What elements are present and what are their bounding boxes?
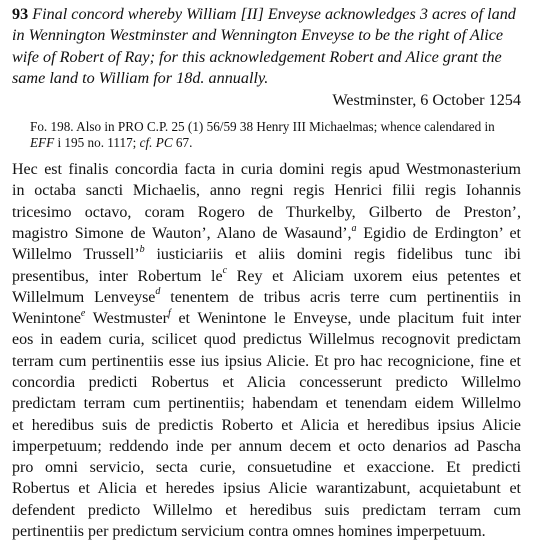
source-eff: EFF — [30, 135, 55, 151]
text-segment: et Wenintone le Enveyse, unde placitum fuit inter — [170, 310, 522, 328]
text-segment: magistro Simone de Wauton’, Alano de Wasaund’, — [12, 224, 352, 242]
text-segment: pertinentiis per predictum servicium contra omnes homines imperpetuum. — [12, 523, 486, 541]
entry-heading-text: Final concord whereby William [II] Enveyse acknowledges 3 acres of land in Wennington Westminster and Wennington Enveyse to be the right of Alice wife of Robert of Ray; for this acknowledgement Robert and Alice grant the same land to William for 18d. annually. — [12, 5, 516, 88]
text-line — [12, 500, 521, 521]
text-segment: Egidio de Erdington’ et — [356, 224, 521, 242]
source-text-1: Fo. 198. Also in PRO C.P. 25 (1) 56/59 38 Henry III Michaelmas; whence calendared in — [30, 119, 495, 135]
text-segment: Rey et Aliciam uxorem eius petentes et — [227, 267, 522, 285]
text-line — [12, 393, 521, 414]
text-segment: eos in eadem curia, scilicet quod predictus Willelmus recognovit predictam — [12, 331, 521, 349]
text-segment: iusticiariis et aliis domini regis fidelibus tunc ibi — [144, 246, 521, 264]
text-segment: predictam terram cum pertinentiis; habendam et tenendam eidem Willelmo — [12, 395, 521, 413]
text-line — [12, 329, 521, 350]
text-line — [12, 244, 521, 265]
entry-heading — [12, 4, 521, 90]
text-segment: concordia predicti Robertus et Alicia concesserunt predicto Willelmo — [12, 374, 521, 391]
text-segment: Robertus et Alicia et heredes ipsius Alicie warantizabunt, acquietabunt et — [12, 480, 521, 498]
footnote-marker: a — [351, 222, 357, 234]
footnote-marker: f — [167, 307, 171, 319]
text-segment: Wenintone — [12, 310, 81, 328]
text-line — [12, 372, 521, 393]
latin-text — [12, 159, 521, 542]
text-line — [12, 351, 521, 372]
source-note — [30, 119, 521, 151]
text-line — [12, 223, 521, 244]
text-line — [12, 457, 521, 478]
source-text-3: 67. — [172, 135, 193, 151]
text-segment: defendent predicto Willelmo et heredibus suis predictam terram cum — [12, 501, 521, 519]
source-text-2: i 195 no. 1117; — [54, 135, 140, 151]
text-segment: presentibus, inter Robertum le — [12, 267, 223, 285]
text-segment: pro omni servicio, secta curie, consuetudine et exaccione. Et predicti — [12, 459, 521, 477]
text-segment: Hec est finalis concordia facta in curia domini regis apud Westmonasterium — [12, 161, 521, 179]
text-segment: Willelmum Lenveyse — [12, 288, 156, 306]
text-line — [12, 415, 521, 436]
footnote-marker: d — [155, 286, 161, 298]
footnote-marker: b — [139, 243, 145, 255]
text-segment: Westmuster — [85, 310, 168, 328]
footnote-marker: e — [80, 307, 86, 319]
text-line — [12, 202, 521, 223]
text-segment: tricesimo octavo, coram Rogero de Thurkelby, Gilberto de Preston’, — [12, 203, 521, 221]
text-segment: in octaba sancti Michaelis, anno regni regis Henrici filii regis Iohannis — [12, 182, 521, 200]
entry-number: 93 — [12, 5, 29, 23]
text-segment: et heredibus suis de predictis Roberto et Alicia et heredibus ipsius Alicie — [12, 416, 521, 434]
source-cf: cf. PC — [139, 135, 173, 151]
place-date: Westminster, 6 October 1254 — [332, 90, 521, 109]
text-line — [12, 266, 521, 287]
text-segment: Willelmo Trussell’ — [12, 246, 140, 264]
text-line — [12, 308, 521, 329]
footnote-marker: c — [222, 265, 228, 277]
text-line — [12, 180, 521, 201]
text-segment: imperpetuum; reddendo inde per annum decem et octo denarios ad Pascha — [12, 437, 521, 455]
text-line — [12, 287, 521, 308]
text-segment: terram cum pertinentiis esse ius ipsius Alicie. Et pro hac recognicione, fine et — [12, 352, 521, 370]
text-line — [12, 478, 521, 499]
text-segment: tenentem de tribus acris terre cum pertinentiis in — [160, 288, 521, 306]
text-line — [12, 159, 521, 180]
text-line — [12, 436, 521, 457]
text-line — [12, 521, 521, 542]
